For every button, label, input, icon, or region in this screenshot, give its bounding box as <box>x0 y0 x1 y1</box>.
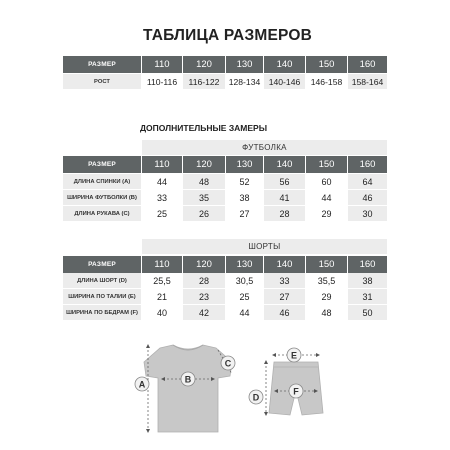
table-cell: 29 <box>321 291 332 302</box>
table-cell: 48 <box>183 174 225 189</box>
height-row-label: РОСТ <box>63 74 141 89</box>
size-110: 110 <box>142 56 182 73</box>
tshirt-size-130: 130 <box>226 156 263 173</box>
tshirt-row-label: ШИРИНА ФУТБОЛКИ (В) <box>63 190 141 205</box>
size-header-label: РАЗМЕР <box>63 56 141 73</box>
height-130: 128-134 <box>228 76 261 87</box>
table-cell: 52 <box>239 176 250 187</box>
marker-d-label: D <box>252 392 260 403</box>
tshirt-section-title: ФУТБОЛКА <box>142 140 387 155</box>
page-title: ТАБЛИЦА РАЗМЕРОВ <box>143 27 312 44</box>
table-cell: 33 <box>264 273 305 288</box>
table-cell: 41 <box>264 190 305 205</box>
table-cell: 27 <box>264 289 305 304</box>
table-cell: 46 <box>348 190 387 205</box>
shorts-size-140: 140 <box>264 256 305 273</box>
shorts-size-160: 160 <box>348 256 387 273</box>
size-140: 140 <box>264 56 305 73</box>
shorts-size-120: 120 <box>183 256 225 273</box>
size-160: 160 <box>348 56 387 73</box>
marker-e-label: E <box>290 350 298 361</box>
table-cell: 25,5 <box>153 275 171 286</box>
table-cell: 60 <box>321 176 332 187</box>
height-140: 140-146 <box>264 74 305 89</box>
tshirt-row-label: ДЛИНА РУКАВА (С) <box>63 206 141 221</box>
shorts-section-title: ШОРТЫ <box>142 239 387 254</box>
table-cell: 30 <box>348 206 387 221</box>
marker-b-label: B <box>184 374 192 385</box>
tshirt-size-110: 110 <box>142 156 182 173</box>
table-cell: 26 <box>183 206 225 221</box>
tshirt-illustration <box>144 345 232 432</box>
shorts-size-150: 150 <box>306 256 347 273</box>
table-cell: 38 <box>239 192 250 203</box>
table-cell: 40 <box>156 307 167 318</box>
marker-f-label: F <box>293 386 299 397</box>
marker-a <box>135 377 149 391</box>
tshirt-size-160: 160 <box>348 156 387 173</box>
tshirt-header-label: РАЗМЕР <box>63 156 141 173</box>
table-cell: 35 <box>183 190 225 205</box>
tshirt-size-150: 150 <box>306 156 347 173</box>
table-cell: 25 <box>239 291 250 302</box>
height-150: 146-158 <box>310 76 343 87</box>
table-cell: 33 <box>156 192 167 203</box>
table-cell: 44 <box>239 307 250 318</box>
shorts-row-label: ДЛИНА ШОРТ (D) <box>63 273 141 288</box>
table-cell: 50 <box>348 305 387 320</box>
table-cell: 25 <box>156 208 167 219</box>
table-cell: 28 <box>183 273 225 288</box>
table-cell: 46 <box>264 305 305 320</box>
shorts-size-130: 130 <box>226 256 263 273</box>
additional-measurements-title: ДОПОЛНИТЕЛЬНЫЕ ЗАМЕРЫ <box>140 123 268 133</box>
size-150: 150 <box>306 56 347 73</box>
marker-e <box>287 348 301 362</box>
table-cell: 44 <box>321 192 332 203</box>
shorts-size-110: 110 <box>142 256 182 273</box>
height-110: 110-116 <box>146 76 178 87</box>
tshirt-size-140: 140 <box>264 156 305 173</box>
table-cell: 48 <box>321 307 332 318</box>
shorts-row-label: ШИРИНА ПО БЕДРАМ (F) <box>63 305 141 320</box>
table-cell: 44 <box>156 176 167 187</box>
table-cell: 23 <box>183 289 225 304</box>
marker-d <box>249 390 263 404</box>
table-cell: 21 <box>156 291 167 302</box>
marker-a-label: A <box>138 379 146 390</box>
tshirt-row-label: ДЛИНА СПИНКИ (А) <box>63 174 141 189</box>
height-160: 158-164 <box>348 74 387 89</box>
table-cell: 29 <box>321 208 332 219</box>
height-120: 116-122 <box>183 74 225 89</box>
shorts-header-label: РАЗМЕР <box>63 256 141 273</box>
table-cell: 35,5 <box>317 275 336 286</box>
size-120: 120 <box>183 56 225 73</box>
table-cell: 38 <box>348 273 387 288</box>
tshirt-size-120: 120 <box>183 156 225 173</box>
table-cell: 28 <box>264 206 305 221</box>
table-cell: 27 <box>239 208 250 219</box>
marker-c-label: C <box>224 358 232 369</box>
marker-f <box>289 384 303 398</box>
size-130: 130 <box>226 56 263 73</box>
table-cell: 42 <box>183 305 225 320</box>
shorts-row-label: ШИРИНА ПО ТАЛИИ (E) <box>63 289 141 304</box>
marker-b <box>181 372 195 386</box>
table-cell: 31 <box>348 289 387 304</box>
table-cell: 56 <box>264 174 305 189</box>
table-cell: 30,5 <box>235 275 254 286</box>
table-cell: 64 <box>348 174 387 189</box>
marker-c <box>221 356 235 370</box>
